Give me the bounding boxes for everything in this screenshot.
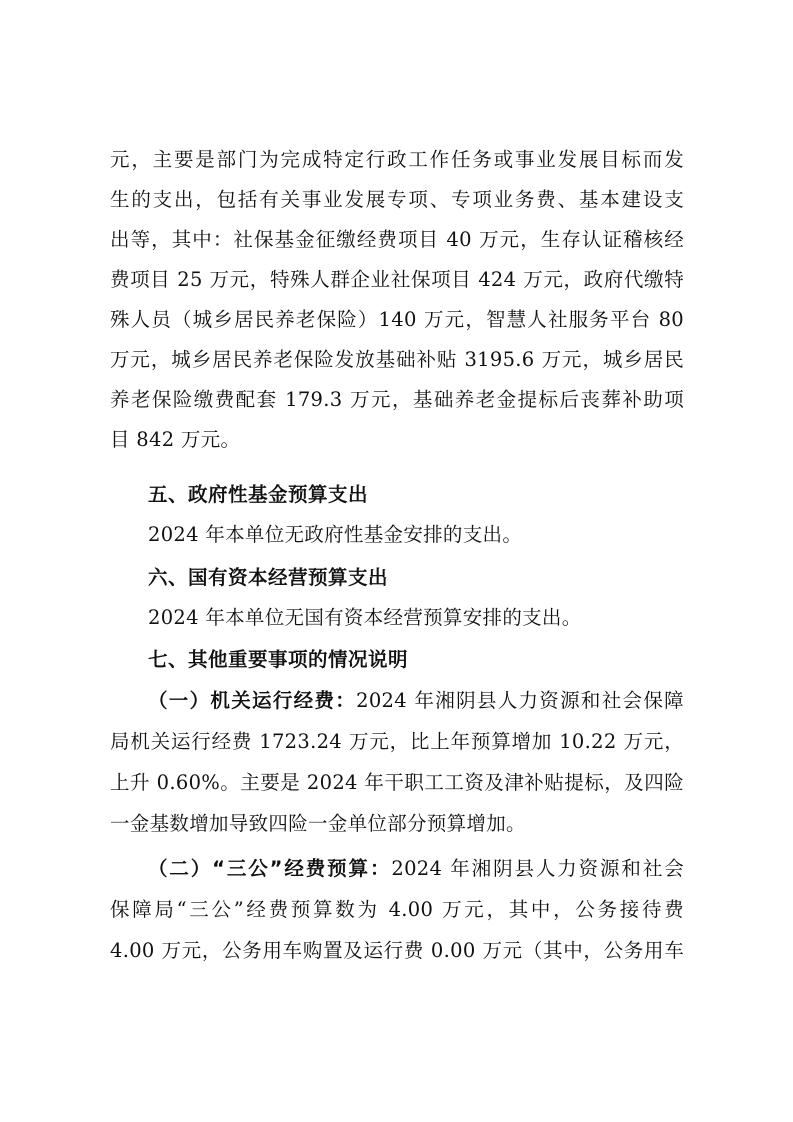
paragraph-line: 目 842 万元。 <box>110 428 241 451</box>
section-6-text: 2024 年本单位无国有资本经营预算安排的支出。 <box>148 606 582 629</box>
subsection-1-label: （一）机关运行经费： <box>148 689 357 712</box>
section-heading-7: 七、其他重要事项的情况说明 <box>148 648 409 671</box>
paragraph-line: 万元，城乡居民养老保险发放基础补贴 3195.6 万元，城乡居民 <box>110 348 684 371</box>
paragraph-line: 费项目 25 万元，特殊人群企业社保项目 424 万元，政府代缴特 <box>110 268 684 291</box>
subsection-2-first-line <box>148 856 684 882</box>
paragraph-line: 上升 0.60%。主要是 2024 年干职工工资及津补贴提标，及四险 <box>110 771 684 794</box>
paragraph-line: 保障局“三公”经费预算数为 4.00 万元，其中，公务接待费 <box>110 898 684 921</box>
paragraph-line: 生的支出，包括有关事业发展专项、专项业务费、基本建设支 <box>110 188 684 211</box>
paragraph-line: 4.00 万元，公务用车购置及运行费 0.00 万元（其中，公务用车 <box>110 939 684 962</box>
paragraph-line: 一金基数增加导致四险一金单位部分预算增加。 <box>110 812 526 835</box>
section-heading-5: 五、政府性基金预算支出 <box>148 483 369 506</box>
paragraph-line: 局机关运行经费 1723.24 万元，比上年预算增加 10.22 万元， <box>110 730 684 753</box>
subsection-2-label: （二）“三公”经费预算： <box>148 857 392 880</box>
subsection-1-first-text: 2024 年湘阴县人力资源和社会保障 <box>356 689 684 712</box>
paragraph-line: 殊人员（城乡居民养老保险）140 万元，智慧人社服务平台 80 <box>110 308 684 331</box>
paragraph-line: 养老保险缴费配套 179.3 万元，基础养老金提标后丧葬补助项 <box>110 388 684 411</box>
subsection-1-first-line <box>148 688 684 714</box>
section-heading-6: 六、国有资本经营预算支出 <box>148 566 389 589</box>
section-5-text: 2024 年本单位无政府性基金安排的支出。 <box>148 523 523 546</box>
paragraph-line: 出等，其中：社保基金征缴经费项目 40 万元，生存认证稽核经 <box>110 228 684 251</box>
paragraph-line: 元，主要是部门为完成特定行政工作任务或事业发展目标而发 <box>110 148 684 171</box>
subsection-2-first-text: 2024 年湘阴县人力资源和社会 <box>391 857 685 880</box>
